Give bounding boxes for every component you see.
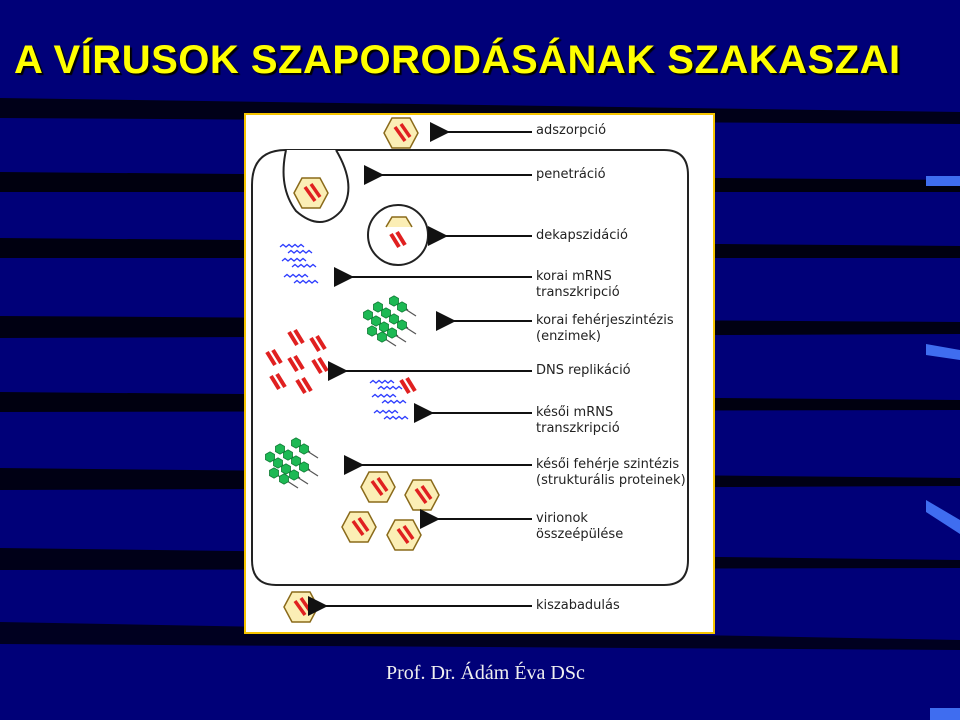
- virion-icon-penetration: [294, 178, 328, 208]
- stage-label-penetracio: penetráció: [536, 167, 606, 182]
- stage-label-dns-replikacio: DNS replikáció: [536, 363, 631, 378]
- early-protein-cluster-icon: [364, 296, 417, 346]
- dna-icon-late: [401, 378, 415, 393]
- author-credit: Prof. Dr. Ádám Éva DSc: [386, 662, 585, 684]
- virus-replication-diagram: [244, 113, 715, 634]
- stage-label-adszorpcio: adszorpció: [536, 123, 607, 138]
- stage-label-korai-feherje: korai fehérjeszintézis (enzimek): [536, 313, 674, 344]
- stage-label-kesoi-feherje: késői fehérje szintézis (strukturális proteinek): [536, 457, 686, 488]
- virion-icon-assembly-3: [342, 512, 376, 542]
- diagram-canvas: [246, 115, 713, 632]
- virion-icon-adsorption: [384, 118, 418, 148]
- late-mrna-icon: [370, 381, 408, 420]
- stage-label-virionok: virionok összeépülése: [536, 511, 624, 542]
- uncoating-capsid: [386, 217, 412, 227]
- dna-replication-cluster: [267, 330, 327, 393]
- virion-icon-assembly-2: [405, 480, 439, 510]
- late-protein-cluster-icon: [266, 438, 319, 488]
- stage-label-kesoi-mrns: késői mRNS transzkripció: [536, 405, 620, 436]
- virion-icon-release: [284, 592, 318, 622]
- slide-title: A VÍRUSOK SZAPORODÁSÁNAK SZAKASZAI: [14, 38, 901, 82]
- stage-label-dekapszidacio: dekapszidáció: [536, 228, 628, 243]
- virion-icon-assembly-4: [387, 520, 421, 550]
- stage-label-kiszabadulas: kiszabadulás: [536, 598, 620, 613]
- early-mrna-icon: [280, 245, 318, 284]
- dna-icon-uncoated: [391, 232, 405, 247]
- virion-icon-assembly-1: [361, 472, 395, 502]
- stage-label-korai-mrns: korai mRNS transzkripció: [536, 269, 620, 300]
